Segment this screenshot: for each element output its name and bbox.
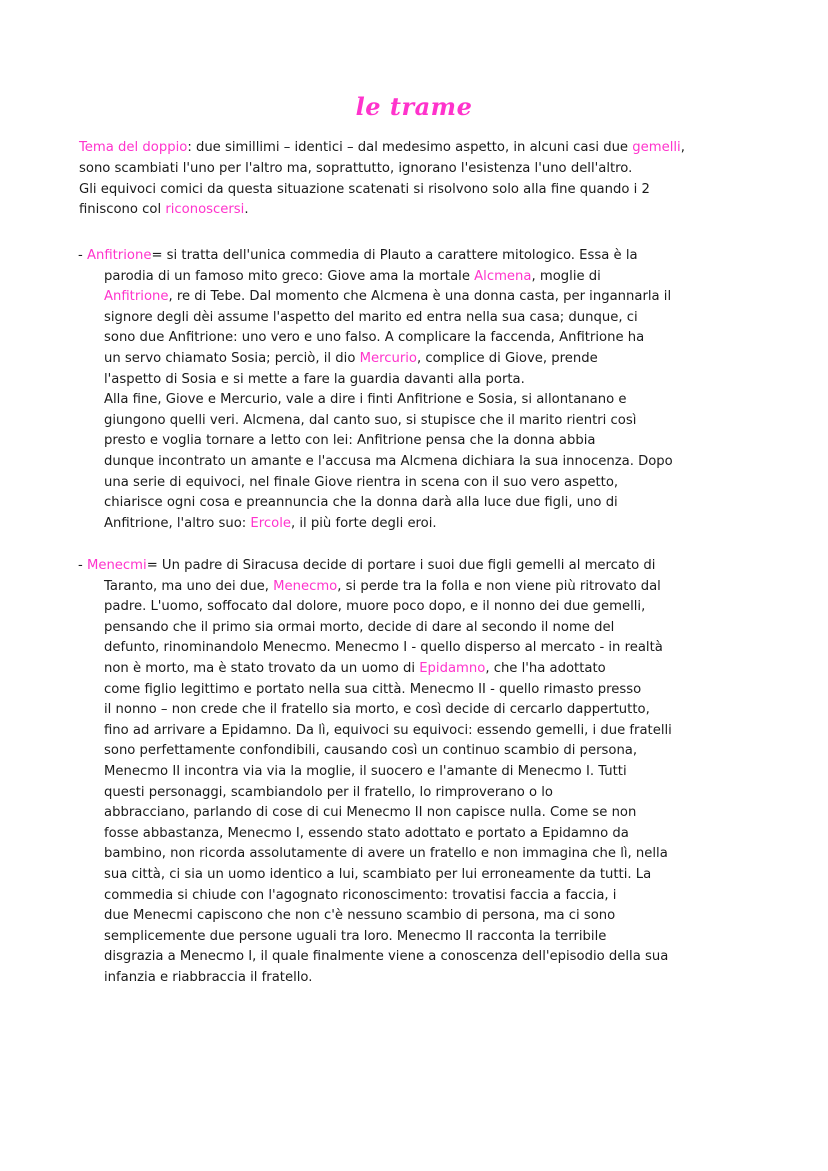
- text-run: disgrazia a Menecmo I, il quale finalmente viene a conoscenza dell'episodio della sua: [104, 949, 669, 965]
- highlighted-term: Epidamno: [419, 660, 486, 676]
- highlighted-term: Anfitrione: [86, 248, 152, 263]
- text-line: [78, 844, 758, 865]
- text-line: [78, 886, 758, 907]
- highlighted-term: riconoscersi: [165, 202, 245, 218]
- highlighted-term: gemelli: [632, 140, 681, 155]
- text-line: [78, 328, 758, 349]
- text-run: pensando che il primo sia ormai morto, decide di dare al secondo il nome del: [104, 619, 615, 635]
- text-line: [79, 138, 759, 159]
- text-line: [78, 349, 758, 370]
- text-line: [78, 308, 758, 329]
- text-run: finiscono col: [79, 202, 166, 218]
- text-line: [78, 947, 758, 968]
- text-line: [78, 659, 758, 680]
- text-run: ,: [680, 140, 685, 155]
- text-run: -: [78, 248, 87, 263]
- text-line: [79, 180, 759, 201]
- text-line: [79, 159, 759, 180]
- text-line: [78, 803, 758, 824]
- text-run: .: [244, 202, 249, 218]
- text-line: [78, 411, 758, 432]
- text-line: [78, 431, 758, 452]
- text-run: : due simillimi – identici – dal medesimo aspetto, in alcuni casi due: [187, 140, 633, 155]
- text-line: [78, 473, 758, 494]
- text-run: = si tratta dell'unica commedia di Plauto a carattere mitologico. Essa è la: [151, 248, 638, 263]
- text-line: [78, 721, 758, 742]
- highlighted-term: Anfitrione: [104, 289, 169, 305]
- text-run: sono scambiati l'uno per l'altro ma, soprattutto, ignorano l'esistenza l'uno dell'altro.: [79, 160, 633, 176]
- text-run: -: [78, 558, 87, 573]
- page-title: le trame: [355, 92, 473, 121]
- text-run: , moglie di: [531, 268, 601, 284]
- text-run: signore degli dèi assume l'aspetto del marito ed entra nella sua casa; dunque, ci: [104, 309, 638, 325]
- text-run: sono perfettamente confondibili, causando così un continuo scambio di persona,: [104, 743, 638, 759]
- text-run: , re di Tebe. Dal momento che Alcmena è una donna casta, per ingannarla il: [168, 289, 672, 305]
- text-run: presto e voglia tornare a letto con lei: Anfitrione pensa che la donna abbia: [104, 433, 596, 449]
- text-line: [78, 370, 758, 391]
- text-line: [78, 638, 758, 659]
- text-run: fino ad arrivare a Epidamno. Da lì, equivoci su equivoci: essendo gemelli, i due fratelli: [104, 722, 672, 738]
- text-run: semplicemente due persone uguali tra loro. Menecmo II racconta la terribile: [104, 928, 607, 944]
- text-run: commedia si chiude con l'agognato riconoscimento: trovatisi faccia a faccia, i: [104, 887, 617, 903]
- text-run: , complice di Giove, prende: [416, 350, 598, 366]
- text-line: [78, 865, 758, 886]
- text-run: , che l'ha adottato: [485, 660, 606, 676]
- text-run: Gli equivoci comici da questa situazione scatenati si risolvono solo alla fine quando i 2: [79, 181, 650, 197]
- text-run: = Un padre di Siracusa decide di portare i suoi due figli gemelli al mercato di: [146, 558, 656, 573]
- highlighted-term: Alcmena: [474, 268, 532, 284]
- text-line: [78, 514, 758, 535]
- text-line: [78, 824, 758, 845]
- text-run: questi personaggi, scambiandolo per il fratello, lo rimproverano o lo: [104, 784, 553, 800]
- section-anfitrione: [78, 246, 758, 534]
- text-run: l'aspetto di Sosia e si mette a fare la guardia davanti alla porta.: [104, 371, 525, 387]
- text-run: Taranto, ma uno dei due,: [104, 578, 274, 594]
- text-line: [78, 680, 758, 701]
- intro-paragraph: [79, 138, 759, 221]
- text-run: Menecmo II incontra via via la moglie, il suocero e l'amante di Menecmo I. Tutti: [104, 763, 627, 779]
- section-menecmi: [78, 556, 758, 988]
- text-line: [78, 246, 758, 267]
- text-line: [78, 577, 758, 598]
- text-line: [78, 287, 758, 308]
- text-run: abbracciano, parlando di cose di cui Menecmo II non capisce nulla. Come se non: [104, 805, 637, 821]
- text-line: [78, 267, 758, 288]
- highlighted-term: Tema del doppio: [79, 140, 188, 155]
- text-run: sono due Anfitrione: uno vero e uno falso. A complicare la faccenda, Anfitrione ha: [104, 330, 645, 346]
- text-run: come figlio legittimo e portato nella sua città. Menecmo II - quello rimasto presso: [104, 681, 642, 697]
- text-run: una serie di equivoci, nel finale Giove rientra in scena con il suo vero aspetto,: [104, 474, 619, 490]
- text-line: [78, 906, 758, 927]
- text-run: Anfitrione, l'altro suo:: [104, 515, 251, 531]
- text-line: [78, 452, 758, 473]
- highlighted-term: Ercole: [250, 515, 291, 531]
- text-run: giungono quelli veri. Alcmena, dal canto suo, si stupisce che il marito rientri così: [104, 412, 637, 428]
- highlighted-term: Mercurio: [359, 350, 417, 366]
- text-line: [78, 927, 758, 948]
- text-run: fosse abbastanza, Menecmo I, essendo stato adottato e portato a Epidamno da: [104, 825, 629, 841]
- text-line: [78, 762, 758, 783]
- text-run: Alla fine, Giove e Mercurio, vale a dire i finti Anfitrione e Sosia, si allontanano e: [104, 392, 627, 408]
- highlighted-term: Menecmi: [86, 558, 147, 573]
- text-run: non è morto, ma è stato trovato da un uomo di: [104, 660, 420, 676]
- text-run: bambino, non ricorda assolutamente di avere un fratello e non immagina che lì, nella: [104, 846, 668, 862]
- text-run: sua città, ci sia un uomo identico a lui, scambiato per lui erroneamente da tutti. La: [104, 866, 652, 882]
- text-line: [78, 700, 758, 721]
- highlighted-term: Menecmo: [273, 578, 338, 594]
- text-line: [78, 618, 758, 639]
- text-line: [78, 390, 758, 411]
- text-run: , il più forte degli eroi.: [290, 515, 437, 531]
- text-run: il nonno – non crede che il fratello sia morto, e così decide di cercarlo dappertutto,: [104, 702, 650, 718]
- text-run: un servo chiamato Sosia; perciò, il dio: [104, 350, 360, 366]
- text-line: [79, 200, 759, 221]
- text-line: [78, 493, 758, 514]
- text-run: parodia di un famoso mito greco: Giove ama la mortale: [104, 268, 475, 284]
- text-run: defunto, rinominandolo Menecmo. Menecmo I - quello disperso al mercato - in realtà: [104, 640, 663, 656]
- text-line: [78, 741, 758, 762]
- text-run: chiarisce ogni cosa e preannuncia che la donna darà alla luce due figli, uno di: [104, 495, 618, 511]
- text-run: dunque incontrato un amante e l'accusa ma Alcmena dichiara la sua innocenza. Dopo: [104, 453, 673, 469]
- text-line: [78, 783, 758, 804]
- text-run: padre. L'uomo, soffocato dal dolore, muore poco dopo, e il nonno dei due gemelli,: [104, 599, 646, 615]
- text-run: , si perde tra la folla e non viene più ritrovato dal: [337, 578, 661, 594]
- text-line: [78, 968, 758, 989]
- text-line: [78, 556, 758, 577]
- text-run: due Menecmi capiscono che non c'è nessuno scambio di persona, ma ci sono: [104, 908, 616, 924]
- text-run: infanzia e riabbraccia il fratello.: [104, 969, 313, 985]
- text-line: [78, 597, 758, 618]
